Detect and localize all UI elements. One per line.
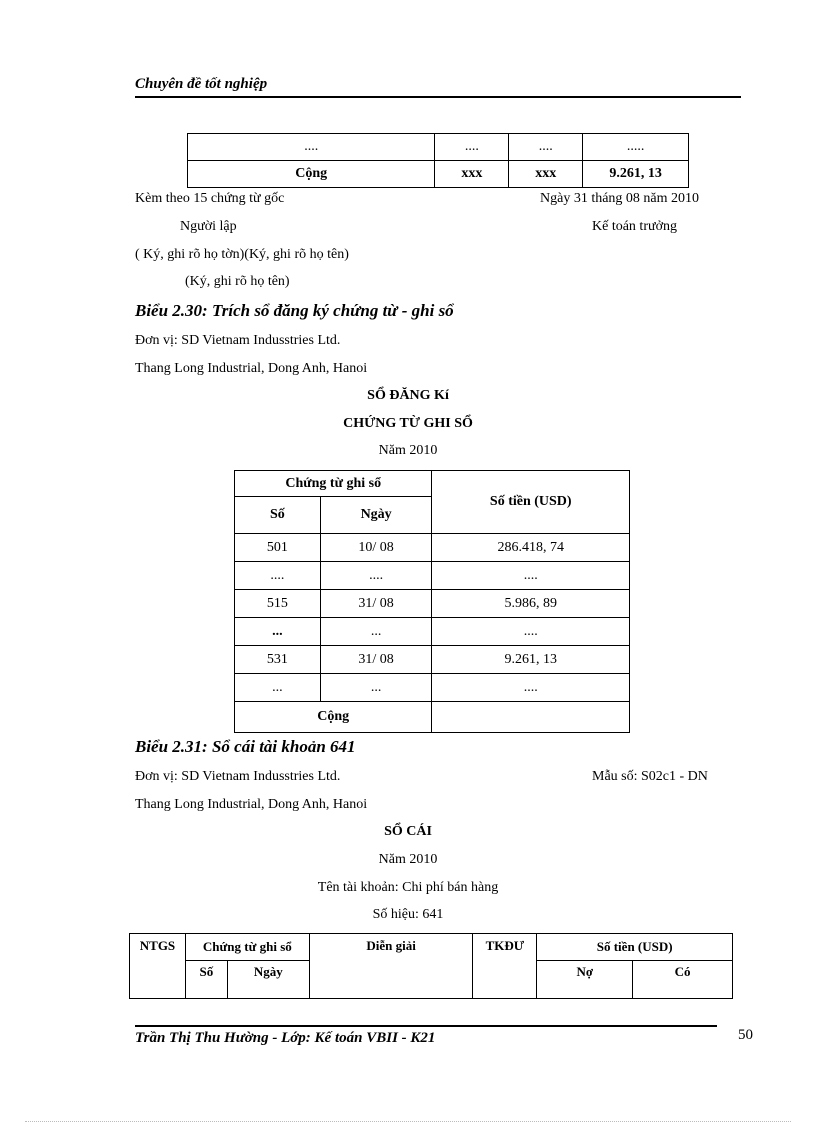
table-cell: 501 — [235, 534, 321, 562]
address-line-2: Thang Long Industrial, Dong Anh, Hanoi — [135, 797, 368, 812]
section-title-2: Biểu 2.31: Sổ cái tài khoản 641 — [135, 737, 356, 756]
book-subtitle: CHỨNG TỪ GHI SỔ — [343, 416, 473, 431]
ledger-title: SỔ CÁI — [384, 824, 432, 839]
attachment-note: Kèm theo 15 chứng từ gốc — [135, 191, 285, 206]
description-header: Diễn giải — [309, 934, 473, 999]
table-cell: ... — [235, 618, 321, 646]
page-number: 50 — [738, 1027, 753, 1043]
chief-accountant-label: Kế toán trưởng — [592, 219, 677, 234]
table-cell: 286.418, 74 — [432, 534, 630, 562]
ngay-header: Ngày — [227, 961, 309, 999]
ngay-header: Ngày — [320, 497, 432, 534]
account-name: Tên tài khoản: Chi phí bán hàng — [317, 880, 499, 895]
unit-line: Đơn vị: SD Vietnam Indusstries Ltd. — [135, 333, 341, 348]
table-row — [235, 534, 630, 562]
table-cell: .... — [235, 562, 321, 590]
table-cell: 531 — [235, 646, 321, 674]
table-cell: xxx — [435, 161, 509, 188]
table-cell: 515 — [235, 590, 321, 618]
table-cell: 10/ 08 — [320, 534, 432, 562]
unit-line-2: Đơn vị: SD Vietnam Indusstries Ltd. — [135, 769, 341, 784]
table-total-row — [235, 702, 630, 733]
signature-note: ( Ký, ghi rõ họ tờn)(Ký, ghi rõ họ tên) — [135, 247, 349, 262]
total-value — [432, 702, 630, 733]
credit-header: Có — [633, 961, 733, 999]
table-row — [188, 134, 689, 161]
table-cell: 31/ 08 — [320, 590, 432, 618]
signature-note-2: (Ký, ghi rõ họ tên) — [185, 274, 290, 289]
table-cell: .... — [320, 562, 432, 590]
total-label: Cộng — [235, 702, 432, 733]
group-header: Chứng từ ghi sổ — [235, 471, 432, 497]
footer-rule — [135, 1025, 717, 1027]
table-row — [235, 590, 630, 618]
table-row — [235, 646, 630, 674]
table-cell: 9.261, 13 — [432, 646, 630, 674]
contra-account-header: TKĐƯ — [473, 934, 537, 999]
so-header: Số — [185, 961, 227, 999]
continuation-table — [187, 133, 689, 188]
address-line: Thang Long Industrial, Dong Anh, Hanoi — [135, 361, 368, 376]
ntgs-header: NTGS — [130, 934, 186, 999]
table-cell: .... — [509, 134, 583, 161]
date-line: Ngày 31 tháng 08 năm 2010 — [540, 191, 700, 206]
table-cell: .... — [188, 134, 435, 161]
section-title: Biểu 2.30: Trích sổ đăng ký chứng từ - ghi sổ — [135, 301, 454, 320]
amount-header: Số tiền (USD) — [432, 471, 630, 534]
table-cell: .... — [432, 674, 630, 702]
table-row — [235, 674, 630, 702]
table-cell: ... — [320, 674, 432, 702]
form-number: Mẫu số: S02c1 - DN — [592, 769, 708, 784]
table-cell: .... — [432, 562, 630, 590]
table-cell: ... — [320, 618, 432, 646]
table-cell: xxx — [509, 161, 583, 188]
debit-header: Nợ — [537, 961, 633, 999]
table-cell: 31/ 08 — [320, 646, 432, 674]
table-cell: .... — [432, 618, 630, 646]
footer-author: Trần Thị Thu Hường - Lớp: Kế toán VBII - K21 — [135, 1030, 436, 1046]
table-cell: 5.986, 89 — [432, 590, 630, 618]
table-header-row — [130, 934, 733, 961]
table-cell: ... — [235, 674, 321, 702]
table-header-row — [235, 471, 630, 497]
so-header: Số — [235, 497, 321, 534]
register-table — [234, 470, 630, 733]
book-year: Năm 2010 — [378, 443, 438, 458]
page-header-title: Chuyên đề tốt nghiệp — [135, 76, 268, 92]
group-header: Chứng từ ghi sổ — [185, 934, 309, 961]
page-edge-divider — [25, 1121, 791, 1122]
account-number: Số hiệu: 641 — [372, 907, 444, 922]
book-title: SỔ ĐĂNG Kí — [367, 388, 449, 403]
table-row — [235, 562, 630, 590]
ledger-table — [129, 933, 733, 999]
table-row — [235, 618, 630, 646]
ledger-year: Năm 2010 — [378, 852, 438, 867]
preparer-label: Người lập — [180, 219, 237, 234]
total-label: Cộng — [188, 161, 435, 188]
amount-header: Số tiền (USD) — [537, 934, 733, 961]
table-cell: ..... — [583, 134, 689, 161]
table-cell: .... — [435, 134, 509, 161]
table-row — [188, 161, 689, 188]
total-value: 9.261, 13 — [583, 161, 689, 188]
header-rule — [135, 96, 741, 98]
